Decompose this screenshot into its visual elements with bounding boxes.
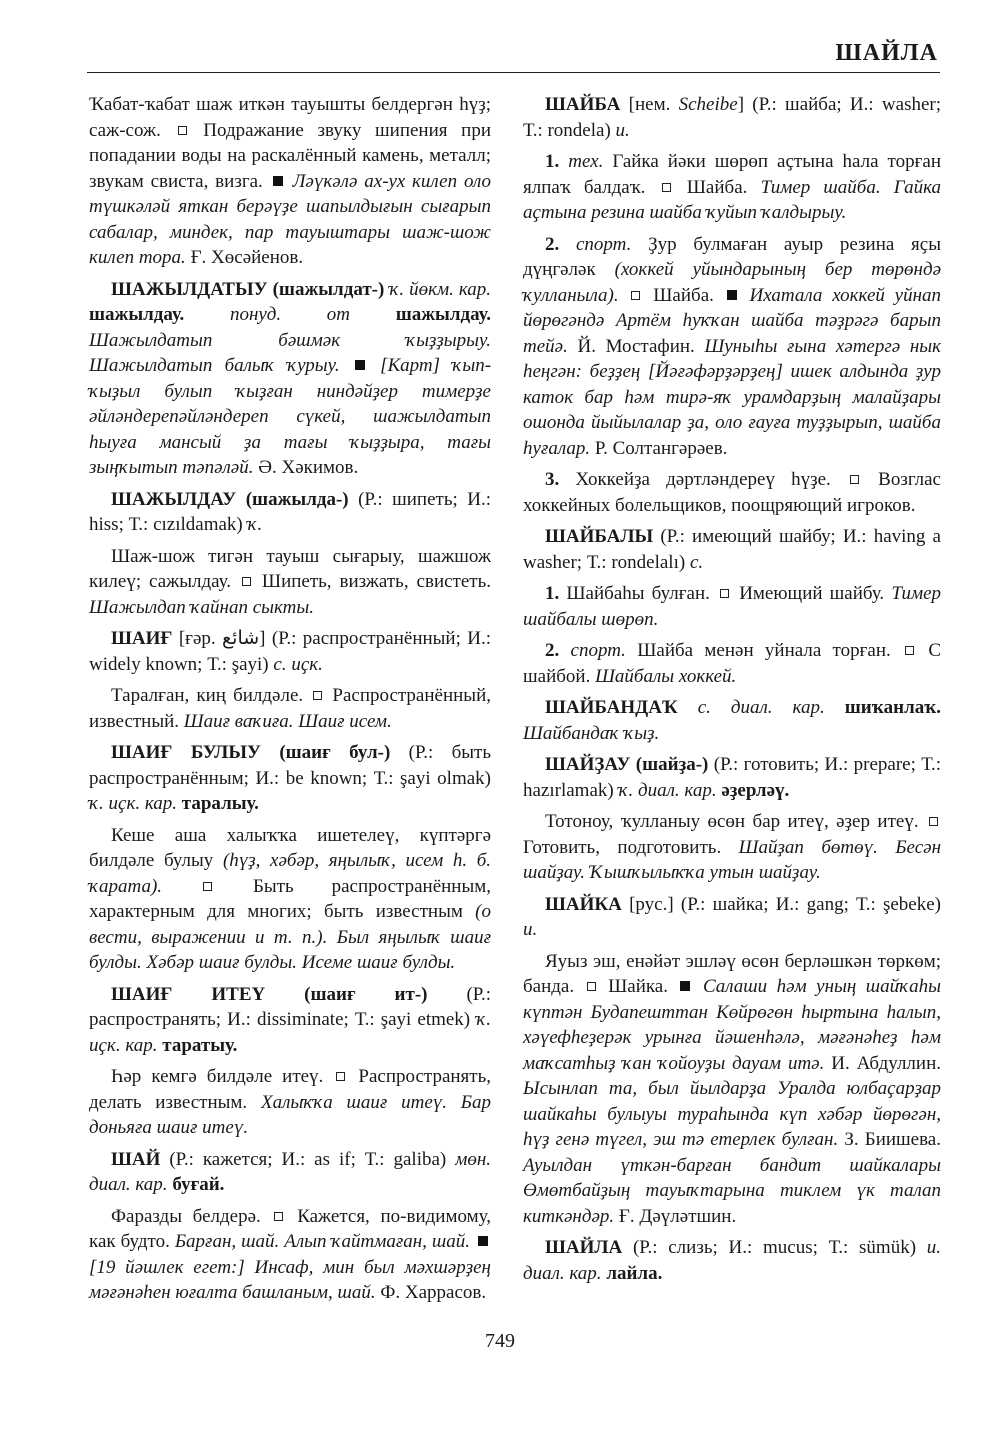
headword: ШАИҒ БУЛЫУ (шаиғ бул-) <box>111 742 391 763</box>
sense <box>523 581 941 632</box>
headword: ШАЙҘАУ (шайҙа-) <box>545 754 709 775</box>
source: Р. Солтангәрәев. <box>594 437 728 459</box>
open-square-icon <box>720 589 729 598</box>
example: Шайбалы хоккей. <box>595 665 737 687</box>
entry-shayzau <box>523 752 941 803</box>
entry-continuation <box>89 92 491 271</box>
russian-translation: Распространять, делать известным. <box>89 1066 492 1113</box>
sense-number: 1. <box>545 151 560 172</box>
filled-square-icon <box>727 290 737 300</box>
arabic-word: شائع <box>222 627 260 649</box>
definition: Ҡабат-ҡабат шаж иткән тауышты белдергән һүҙ; саж-сож. <box>89 94 491 141</box>
example: Барған, шай. Алып ҡайтмаған, шай. <box>174 1231 471 1252</box>
equivalents: (Р.: кажется; И.: as if; Т.: galiba) <box>169 1148 447 1170</box>
entry-shazhyldau <box>89 487 491 538</box>
grammar-label: ҡ. диал. кар. <box>618 779 717 801</box>
filled-square-icon <box>680 981 690 991</box>
source: Ғ. Дәүләтшин. <box>618 1205 737 1227</box>
grammar-label: ҡ. йөкм. кар. <box>389 278 492 300</box>
example: Шайбандаҡ ҡыҙ. <box>523 722 660 744</box>
example: Ауылдан үткән-барған бандит шайкалары Өмөтбайҙың тауыҡтарына тиклем үк талап киткәндәр. <box>523 1154 941 1227</box>
example: Был яңылыҡ шаиғ булды. Хәбәр шаиғ булды. Исеме шаиғ булды. <box>89 926 491 973</box>
filled-square-icon <box>355 360 365 370</box>
russian-translation: Готовить, подготовить. <box>523 836 722 858</box>
grammar-label: и. <box>523 919 538 940</box>
sense-number: 2. <box>545 640 560 661</box>
sense <box>89 1064 491 1141</box>
sense <box>89 683 491 734</box>
source: З. Биишева. <box>844 1129 941 1150</box>
russian-translation: Подражание звуку шипения при попадании воды на раскалённый камень, металл; звукам свиста, визга. <box>89 119 492 192</box>
equivalents: (Р.: распространять; И.: dissiminate; Т.: şayi etmek) <box>89 983 491 1030</box>
sense-number: 1. <box>545 583 560 604</box>
entry-shayla <box>523 1235 941 1286</box>
domain-label: спорт. <box>575 233 632 255</box>
usage-note: (хоккей уйындарының бер төрөндә ҡулланыла). <box>523 259 941 306</box>
filled-square-icon <box>478 1236 488 1246</box>
example: Шажылдап ҡайнап сыкты. <box>89 596 314 618</box>
headword: ШАЙЛА <box>545 1237 623 1258</box>
definition: Кеше аша халыҡҡа ишетелеү, күптәргә билдәле булыу <box>89 824 491 871</box>
headword: ШАЙБА <box>545 94 621 115</box>
open-square-icon <box>850 475 859 484</box>
definition: Ҙур булмаған ауыр резина яҫы дүңгәләк <box>523 233 941 280</box>
sense <box>89 1204 491 1306</box>
equivalents: (Р.: шипеть; И.: hiss; Т.: cızıldamak) <box>89 488 491 535</box>
russian-translation: С шайбой. <box>523 640 942 687</box>
definition: Тотоноу, ҡулланыу өсөн бар итеү, әҙер итеү. <box>545 811 919 832</box>
synonym: шажылдау. <box>395 304 492 325</box>
open-square-icon <box>274 1212 283 1221</box>
entry-shay <box>89 1147 491 1198</box>
example: Тимер шайба. Гайка аҫтына резина шайба ҡуйып ҡалдырыу. <box>523 176 942 223</box>
equivalents: ] (Р.: шайба; И.: washer; Т.: rondela) <box>523 94 941 141</box>
grammar-label: и. диал. кар. <box>523 1237 942 1284</box>
example: Шайҙап бөтөү. Бесән шайҙау. Ҡышҡылыҡҡа утын шайҙау. <box>523 836 941 883</box>
russian-translation: Распространённый, известный. <box>89 685 491 732</box>
synonym: шиҡанлаҡ. <box>844 697 942 718</box>
equivalents: (Р.: готовить; И.: prepare; Т.: hazırlamak) <box>523 754 942 801</box>
sense-number: 2. <box>545 233 560 255</box>
sense <box>89 544 491 621</box>
russian-translation: Шайба. <box>686 176 748 198</box>
usage-note: (о вести, выражении и т. п.). <box>89 901 491 948</box>
headword: ШАЙ <box>111 1148 161 1170</box>
open-square-icon <box>336 1072 345 1081</box>
grammar-label: с. диал. кар. <box>697 697 825 718</box>
synonym: буғай. <box>172 1174 225 1195</box>
definition: Гайка йәки шөрөп аҫтына һала торған ялпаҡ балдаҡ. <box>523 151 941 198</box>
open-square-icon <box>662 183 671 192</box>
sense <box>523 467 941 518</box>
open-square-icon <box>203 882 212 891</box>
example: Шаиғ ваҡиға. Шаиғ исем. <box>183 710 392 732</box>
entry-shayba <box>523 92 941 143</box>
synonym: әҙерләү. <box>721 779 790 801</box>
entry-shayka <box>523 892 941 943</box>
synonym: лайла. <box>606 1262 663 1284</box>
entry-shaig <box>89 626 491 677</box>
sense <box>523 149 941 226</box>
source: И. Абдуллин. <box>831 1052 941 1074</box>
sense <box>89 823 491 976</box>
russian-translation: Кажется, по-видимому, как будто. <box>89 1205 492 1252</box>
example: Шуныһы ғына хәтергә нык һеңгән: беҙҙең [Йәғәфәрҙәрҙең] ишек алдында ҙур каток бар һәм тирә-яҡ урамдарҙың малайҙары ошонда йыйылалар ҙа, оло ғауға туҙҙырып, шайба һуғалар. <box>523 335 942 459</box>
synonym: шажылдау. <box>89 304 185 325</box>
example: [19 йәшлек егет:] Инсаф, мин был мәхшәрҙең мәғәнәһен юғалта башланым, шай. <box>89 1256 491 1303</box>
header-rule <box>87 72 940 73</box>
open-square-icon <box>313 691 322 700</box>
source: Й. Мостафин. <box>577 335 695 357</box>
entry-shaybandak <box>523 695 941 746</box>
definition: Фаразды белдерә. <box>111 1205 261 1227</box>
usage-note: (һүҙ, хәбәр, яңылыҡ, исем һ. б. ҡарата). <box>89 850 492 897</box>
equivalents: (Р.: имеющий шайбу; И.: having a washer; Т.: rondelalı) <box>523 526 941 573</box>
definition: Һәр кемгә билдәле итеү. <box>111 1066 324 1087</box>
example: Ихатала хоккей уйнап йөрөгәндә Артём һуҡҡан шайба тәҙрәгә барып тейә. <box>523 284 942 357</box>
headword: ШАЙБАЛЫ <box>545 526 654 547</box>
grammar-label: с. <box>689 551 704 573</box>
example: Ләүкәлә ах-ух килеп оло түшкәләй яткан берәүҙе шапылдығын сығарып сабалар, миндек, пар тауыштары шаж-шож килеп тора. <box>89 170 492 268</box>
russian-translation: Возглас хоккейных болельщиков, поощряющий игроков. <box>523 469 941 516</box>
sense <box>523 949 941 1230</box>
entry-shaybaly <box>523 524 941 575</box>
etymology: [нем. <box>628 94 671 115</box>
grammar-label: ҡ. иҫк. кар. <box>89 1009 492 1056</box>
definition: Шайба менән уйнала торған. <box>637 640 891 661</box>
entry-shaig-bulyu <box>89 740 491 817</box>
example: [Карт] ҡып-ҡыҙыл булып ҡыҙған ниндәйҙер тимерҙе әйләндерепәйләндереп сүкей, шажылдатып һыуға мансый ҙа тағы ҡыҙҙыра, тағы зыңҡытып тәпәләй. <box>89 355 492 478</box>
russian-translation: Шайба. <box>653 284 714 306</box>
example: Ысынлап та, был йылдарҙа Уралда юлбаҫарҙар шайкаһы булыуы тураһында күп хәбәр йөрөгән, һүҙ генә түгел, эш тә етерлек булған. <box>523 1078 941 1150</box>
russian-translation: Шипеть, визжать, свистеть. <box>261 571 492 592</box>
equivalents: ] (Р.: распространённый; И.: widely known; Т.: şayi) <box>89 628 492 675</box>
source: Ә. Хәкимов. <box>258 457 359 478</box>
source: Ғ. Хөсәйенов. <box>190 247 304 268</box>
open-square-icon <box>178 126 187 135</box>
equivalents: [рус.] (Р.: шайка; И.: gang; Т.: şebeke) <box>629 893 941 915</box>
open-square-icon <box>587 982 596 991</box>
russian-translation: Имеющий шайбу. <box>739 583 885 604</box>
entry-shaig-iteu <box>89 982 491 1059</box>
domain-label: спорт. <box>570 640 626 661</box>
sense-number: 3. <box>545 469 560 490</box>
grammar-label: ҡ. иҫк. кар. <box>89 793 178 814</box>
headword: ШАЙБАНДАҠ <box>545 697 678 718</box>
russian-translation: Быть распространённым, характерным для многих; быть известным <box>89 875 491 922</box>
example: Шажылдатып бәшмәк ҡыҙҙырыу. Шажылдатып балыҡ ҡурыу. <box>89 329 491 376</box>
russian-translation: Шайка. <box>608 976 668 997</box>
domain-label: тех. <box>568 151 604 172</box>
definition: Хоккейҙа дәртләндереү һүҙе. <box>575 469 831 490</box>
open-square-icon <box>631 291 640 300</box>
definition: Шайбаһы булған. <box>566 583 710 604</box>
sense <box>523 809 941 886</box>
entry-shazhyldatyu <box>89 277 491 481</box>
headword: ШАИҒ <box>111 628 173 649</box>
grammar-label: с. иҫк. <box>273 653 323 675</box>
definition: Таралған, киң билдәле. <box>111 685 304 706</box>
filled-square-icon <box>273 176 283 186</box>
open-square-icon <box>929 817 938 826</box>
headword: ШАЖЫЛДАТЫУ (шажылдат-) <box>111 278 385 300</box>
headword: ШАЙКА <box>545 893 622 915</box>
definition: Шаж-шож тигән тауыш сығарыу, шажшож килеү; сажылдау. <box>89 545 491 592</box>
left-column <box>89 92 491 1312</box>
grammar-label: и. <box>615 119 630 141</box>
open-square-icon <box>905 646 914 655</box>
grammar-label: ҡ. <box>247 514 263 535</box>
right-column <box>523 92 941 1292</box>
synonym: таралыу. <box>181 793 259 814</box>
running-head: ШАЙЛА <box>835 40 938 66</box>
source: Ф. Харрасов. <box>380 1282 487 1303</box>
sense <box>523 232 941 462</box>
headword: ШАЖЫЛДАУ (шажылда-) <box>111 488 349 510</box>
grammar-label: понуд. от <box>229 304 351 325</box>
definition: Яуыз эш, енәйәт эшләү өсөн берләшкән төркөм; банда. <box>523 950 941 997</box>
synonym: таратыу. <box>162 1034 238 1056</box>
headword: ШАИҒ ИТЕҮ (шаиғ ит-) <box>111 983 428 1005</box>
sense <box>523 638 941 689</box>
etymology: [ғәр. <box>178 628 216 649</box>
etymology-word: Scheibe <box>678 94 738 115</box>
example: Тимер шайбалы шөрөп. <box>523 583 941 630</box>
page-number: 749 <box>485 1330 515 1352</box>
example: Салаши һәм уның шайҡаһы күптән Будапешттан Көйрөгөн һыртына һалып, хәүефһеҙерәк урынға йәшенһәлә, мәғәнәһеҙ һәм маҡсатһыҙ ҡан ҡойоуҙы дауам итә. <box>523 976 942 1074</box>
example: Халыҡҡа шаиғ итеү. Бар доньяға шаиғ итеү. <box>89 1091 492 1138</box>
open-square-icon <box>242 577 251 586</box>
equivalents: (Р.: быть распространённым; И.: be known; Т.: şayi olmak) <box>89 742 492 789</box>
equivalents: (Р.: слизь; И.: mucus; Т.: sümük) <box>632 1237 917 1258</box>
grammar-label: мөн. диал. кар. <box>89 1148 492 1195</box>
